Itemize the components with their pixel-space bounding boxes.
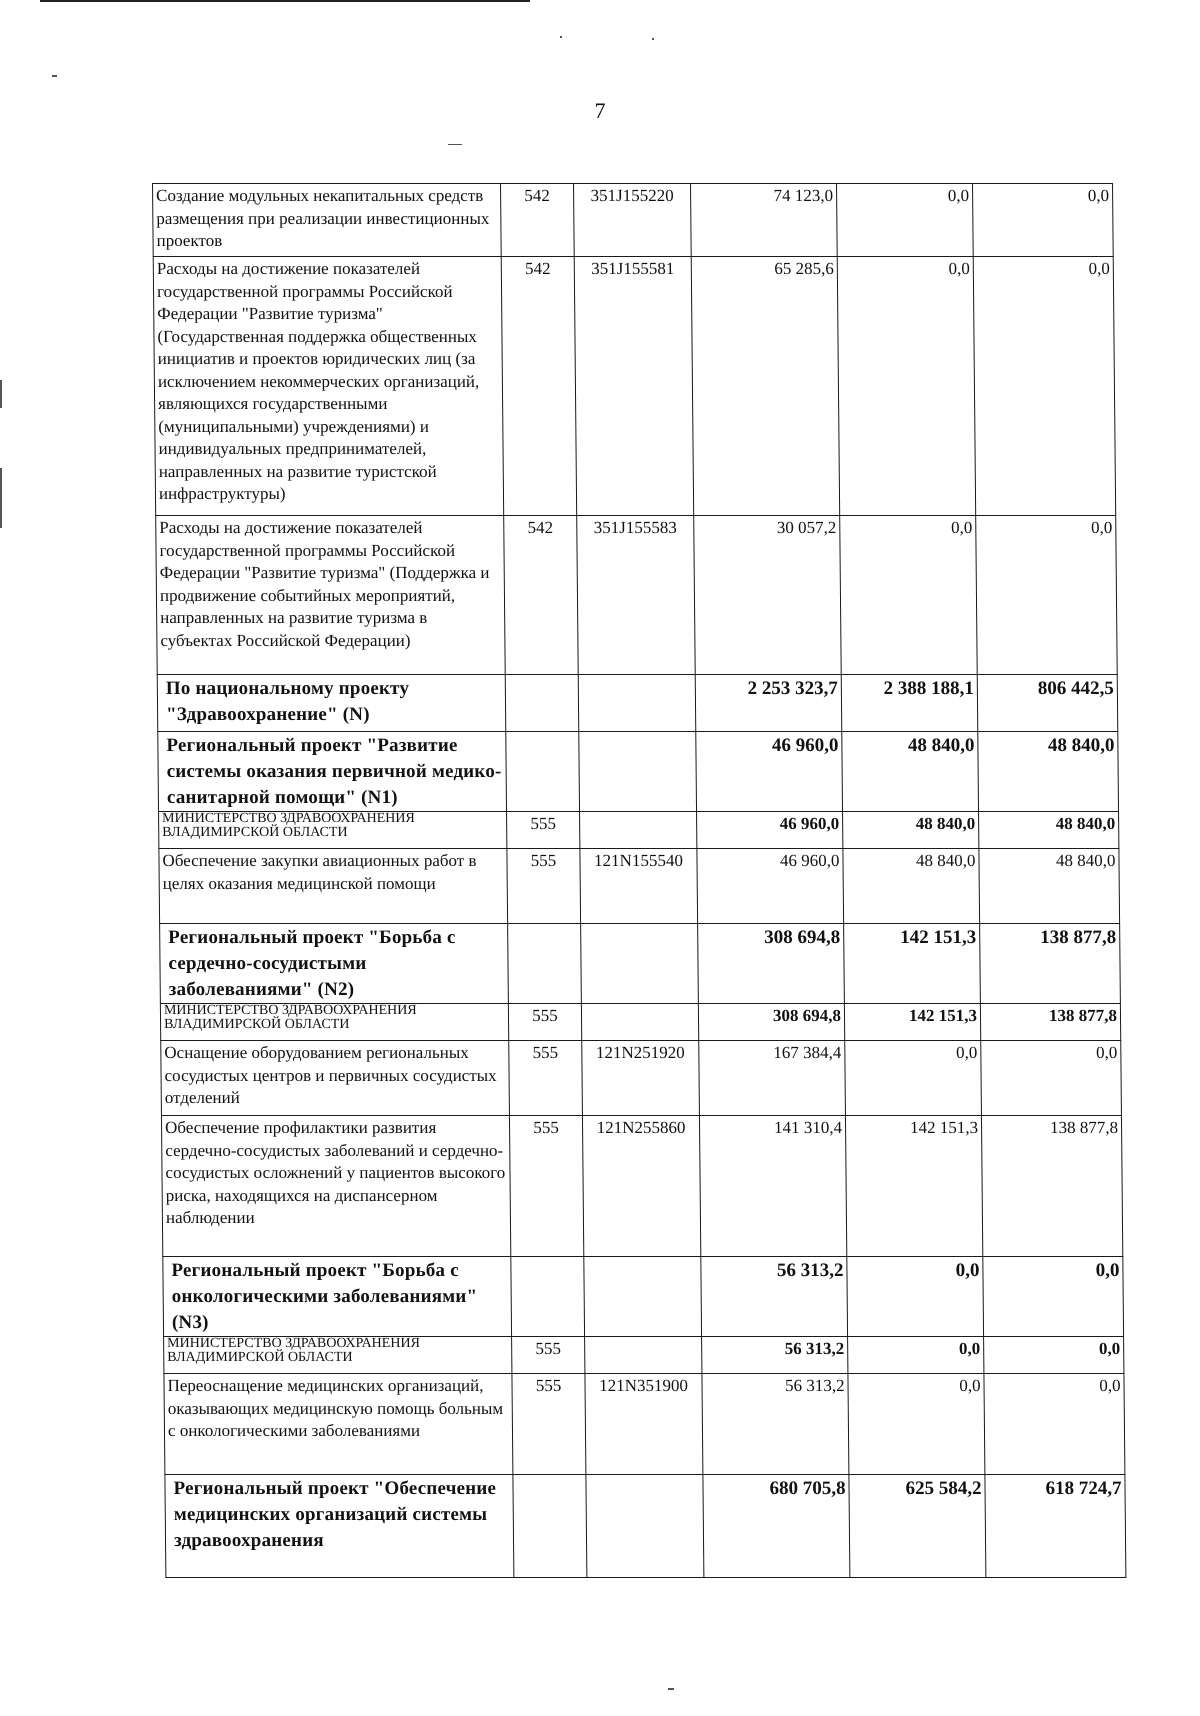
scan-speck (0, 468, 2, 528)
row-amount-2024: 806 442,5 (977, 675, 1118, 732)
row-amount-2024: 0,0 (984, 1337, 1124, 1374)
row-name: Расходы на достижение показателей государственной программы Российской Федерации "Развитие туризма" (Поддержка и продвижение событийных мероприятий, направленных на развитие туризма в субъектах Российской Федерации) (156, 516, 506, 675)
table-row (164, 1374, 1125, 1475)
scan-speck (652, 38, 654, 40)
scan-speck (560, 36, 562, 38)
row-amount-2022: 46 960,0 (696, 732, 843, 812)
row-amount-2024: 0,0 (981, 1041, 1122, 1116)
row-name: Региональный проект "Борьба с онкологическими заболеваниями" (N3) (163, 1257, 512, 1337)
scan-speck (52, 75, 57, 77)
row-amount-2023: 0,0 (837, 257, 975, 516)
row-ga-code: 555 (507, 812, 580, 849)
scan-top-rule (40, 0, 530, 2)
row-amount-2023: 142 151,3 (844, 924, 981, 1004)
row-ga-code (508, 924, 582, 1004)
row-ga-code: 555 (507, 849, 581, 924)
row-amount-2024: 138 877,8 (980, 924, 1121, 1004)
row-amount-2023: 0,0 (837, 184, 974, 257)
row-budget-code (581, 1004, 698, 1041)
row-ga-code: 555 (512, 1337, 585, 1374)
row-ga-code: 555 (509, 1116, 583, 1257)
table-row (159, 812, 1119, 849)
row-name: МИНИСТЕРСТВО ЗДРАВООХРАНЕНИЯ ВЛАДИМИРСКОЙ ОБЛАСТИ (160, 1004, 508, 1041)
row-budget-code (581, 924, 699, 1004)
row-budget-code: 351J155583 (577, 516, 696, 675)
row-amount-2022: 308 694,8 (698, 1004, 844, 1041)
table-row (153, 257, 1115, 516)
row-name: Переоснащение медицинских организаций, оказывающих медицинскую помощь больным с онкологическими заболеваниями (164, 1374, 513, 1475)
row-budget-code (586, 1475, 704, 1578)
row-amount-2023: 0,0 (848, 1337, 984, 1374)
row-amount-2022: 65 285,6 (691, 257, 839, 516)
row-amount-2024: 48 840,0 (979, 812, 1119, 849)
table-row (156, 516, 1118, 675)
row-amount-2022: 74 123,0 (691, 184, 838, 257)
row-ga-code: 555 (512, 1374, 586, 1475)
row-amount-2024: 0,0 (973, 184, 1114, 257)
row-name: Региональный проект "Обеспечение медицинских организаций системы здравоохранения (165, 1475, 514, 1578)
row-amount-2022: 141 310,4 (699, 1116, 846, 1257)
row-name: Обеспечение закупки авиационных работ в целях оказания медицинской помощи (159, 849, 508, 924)
row-budget-code: 121N155540 (580, 849, 698, 924)
budget-table-body (153, 184, 1126, 1578)
row-amount-2023: 48 840,0 (842, 732, 979, 812)
row-amount-2022: 56 313,2 (702, 1337, 848, 1374)
row-amount-2023: 142 151,3 (845, 1116, 982, 1257)
row-ga-code (513, 1475, 587, 1578)
row-ga-code: 555 (509, 1041, 583, 1116)
row-amount-2022: 46 960,0 (697, 849, 844, 924)
table-row (161, 1041, 1122, 1116)
row-ga-code: 555 (508, 1004, 581, 1041)
row-amount-2022: 46 960,0 (697, 812, 843, 849)
row-name: Региональный проект "Борьба с сердечно-сосудистыми заболеваниями" (N2) (160, 924, 509, 1004)
row-ga-code: 542 (501, 257, 576, 516)
row-amount-2023: 625 584,2 (849, 1475, 986, 1578)
row-amount-2022: 30 057,2 (694, 516, 842, 675)
budget-table (152, 183, 1126, 1578)
table-row (163, 1257, 1124, 1337)
row-amount-2022: 308 694,8 (698, 924, 845, 1004)
row-ga-code (505, 675, 579, 732)
row-ga-code: 542 (504, 516, 579, 675)
row-amount-2024: 138 877,8 (980, 1004, 1120, 1041)
row-name: МИНИСТЕРСТВО ЗДРАВООХРАНЕНИЯ ВЛАДИМИРСКОЙ ОБЛАСТИ (159, 812, 507, 849)
row-budget-code: 121N255860 (582, 1116, 700, 1257)
row-budget-code: 351J155581 (574, 257, 693, 516)
row-budget-code: 121N351900 (585, 1374, 703, 1475)
scan-speck (448, 144, 462, 145)
row-amount-2022: 56 313,2 (701, 1257, 848, 1337)
row-name: Создание модульных некапитальных средств размещения при реализации инвестиционных проектов (153, 184, 502, 257)
row-ga-code (506, 732, 580, 812)
row-name: МИНИСТЕРСТВО ЗДРАВООХРАНЕНИЯ ВЛАДИМИРСКОЙ ОБЛАСТИ (164, 1337, 512, 1374)
row-amount-2023: 2 388 188,1 (841, 675, 978, 732)
row-amount-2023: 48 840,0 (843, 812, 979, 849)
row-amount-2022: 167 384,4 (699, 1041, 846, 1116)
row-amount-2024: 618 724,7 (985, 1475, 1126, 1578)
table-row (157, 675, 1118, 732)
table-row (161, 1116, 1122, 1257)
table-row (160, 924, 1121, 1004)
row-budget-code (585, 1337, 702, 1374)
table-row (158, 732, 1119, 812)
row-amount-2022: 56 313,2 (702, 1374, 849, 1475)
row-amount-2023: 48 840,0 (843, 849, 980, 924)
row-amount-2022: 2 253 323,7 (695, 675, 842, 732)
row-amount-2023: 0,0 (840, 516, 978, 675)
row-amount-2024: 0,0 (973, 257, 1115, 516)
row-budget-code: 351J155220 (574, 184, 692, 257)
row-amount-2024: 48 840,0 (978, 732, 1119, 812)
row-amount-2024: 0,0 (976, 516, 1118, 675)
table-row (160, 1004, 1120, 1041)
row-name: Обеспечение профилактики развития сердечно-сосудистых заболеваний и сердечно-сосудистых осложнений у пациентов высокого риска, находящихся на диспансерном наблюдении (161, 1116, 510, 1257)
table-row (153, 184, 1114, 257)
row-budget-code (579, 732, 697, 812)
row-budget-code: 121N251920 (582, 1041, 700, 1116)
row-ga-code (511, 1257, 585, 1337)
table-row (164, 1337, 1124, 1374)
scan-speck (0, 380, 2, 408)
row-ga-code: 542 (501, 184, 575, 257)
row-budget-code (578, 675, 696, 732)
row-budget-code (580, 812, 697, 849)
row-amount-2023: 0,0 (848, 1374, 985, 1475)
row-amount-2024: 0,0 (984, 1374, 1125, 1475)
page-number: 7 (594, 98, 606, 123)
row-amount-2024: 138 877,8 (981, 1116, 1122, 1257)
table-row (159, 849, 1120, 924)
scan-speck (668, 1688, 674, 1690)
row-name: Региональный проект "Развитие системы оказания первичной медико-санитарной помощи" (N1) (158, 732, 507, 812)
row-amount-2022: 680 705,8 (703, 1475, 850, 1578)
row-amount-2023: 142 151,3 (844, 1004, 980, 1041)
table-row (165, 1475, 1126, 1578)
row-budget-code (584, 1257, 702, 1337)
row-name: Оснащение оборудованием региональных сосудистых центров и первичных сосудистых отделений (161, 1041, 510, 1116)
row-amount-2024: 0,0 (983, 1257, 1124, 1337)
row-name: Расходы на достижение показателей государственной программы Российской Федерации "Развитие туризма" (Государственная поддержка общественных инициатив и проектов юридических лиц (за исключением некоммерческих организаций, являющихся государственными (муниципальными) учреждениями) и индивидуальных предпринимателей, направленных на развитие туристской инфраструктуры) (153, 257, 503, 516)
row-amount-2023: 0,0 (847, 1257, 984, 1337)
row-name: По национальному проекту "Здравоохранение" (N) (157, 675, 506, 732)
row-amount-2024: 48 840,0 (979, 849, 1120, 924)
row-amount-2023: 0,0 (845, 1041, 982, 1116)
